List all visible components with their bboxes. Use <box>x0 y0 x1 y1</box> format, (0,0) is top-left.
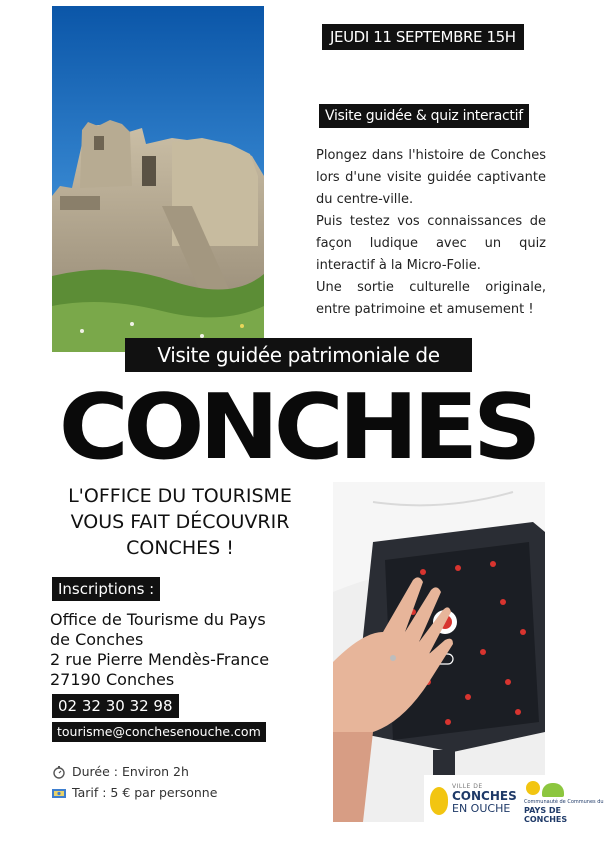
address-line-2: de Conches <box>50 630 144 649</box>
email-address[interactable]: tourisme@conchesenouche.com <box>52 722 266 742</box>
visit-tagline-label: Visite guidée & quiz interactif <box>319 104 529 128</box>
partner-logos <box>424 775 604 827</box>
duration-text: Durée : Environ 2h <box>72 764 189 779</box>
intro-paragraph-2: Puis testez vos connaissances de façon ludique avec un quiz interactif à la Micro-Folie. <box>316 214 546 273</box>
page-title: CONCHES <box>58 375 537 480</box>
office-heading-line-2: VOUS FAIT DÉCOUVRIR <box>70 511 290 533</box>
office-address <box>50 610 310 690</box>
logo-pays-name-2: CONCHES <box>524 815 568 824</box>
subtitle-label: Visite guidée patrimoniale de <box>125 338 472 372</box>
sun-shape-icon <box>430 787 448 815</box>
duration-line <box>52 764 189 779</box>
event-date-label: JEUDI 11 SEPTEMBRE 15H <box>322 24 524 50</box>
inscriptions-label: Inscriptions : <box>52 577 160 601</box>
sun-icon <box>526 781 540 795</box>
intro-text <box>316 145 546 321</box>
interactive-quiz-photo <box>333 482 545 822</box>
castle-photo <box>52 6 264 352</box>
intro-paragraph-1: Plongez dans l'histoire de Conches lors d'une visite guidée captivante du centre-ville. <box>316 148 546 207</box>
office-heading-line-1: L'OFFICE DU TOURISME <box>68 485 292 507</box>
ville-conches-logo <box>430 781 522 821</box>
banknote-icon <box>52 786 66 800</box>
office-heading-line-3: CONCHES ! <box>126 537 234 559</box>
tree-icon <box>542 783 564 797</box>
price-text: Tarif : 5 € par personne <box>72 785 218 800</box>
address-line-1: Office de Tourisme du Pays <box>50 610 266 629</box>
price-line <box>52 785 217 800</box>
office-heading <box>40 483 320 561</box>
address-line-4: 27190 Conches <box>50 670 175 689</box>
stopwatch-icon <box>52 765 66 779</box>
logo-pays-name-1: PAYS DE <box>524 806 561 815</box>
logo-ville-sub: EN OUCHE <box>452 802 511 815</box>
intro-paragraph-3: Une sortie culturelle originale, entre patrimoine et amusement ! <box>316 280 546 317</box>
logo-ville-name: CONCHES <box>452 789 517 803</box>
phone-number[interactable]: 02 32 30 32 98 <box>52 694 179 718</box>
logo-pays-small: Communauté de Communes du <box>524 799 604 805</box>
pays-de-conches-logo <box>524 779 604 825</box>
logo-pays-name <box>524 806 567 824</box>
logo-ville-label: VILLE DE <box>452 783 483 790</box>
address-line-3: 2 rue Pierre Mendès-France <box>50 650 270 669</box>
